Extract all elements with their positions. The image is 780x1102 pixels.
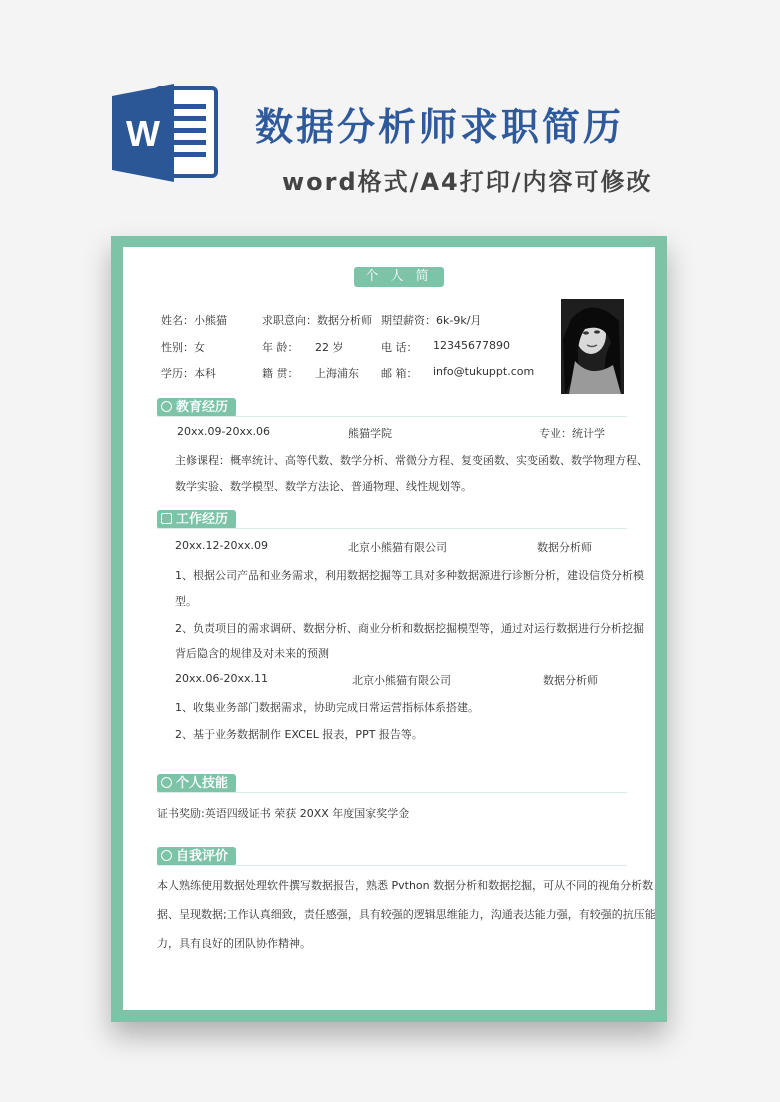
info-email-label: 邮 箱： [381,367,418,380]
info-age-value: 22 岁 [315,341,344,354]
gear-icon [161,777,172,788]
section-self-eval-header [157,847,236,866]
info-origin-value: 上海浦东 [315,367,359,380]
word-document-icon [112,78,222,188]
edu-courses-line2: 数学实验、数学模型、数学方法论、普通物理、线性规划等。 [175,480,472,493]
portrait-image [561,299,624,394]
self-eval-line1: 本人熟练使用数据处理软件撰写数据报告，熟悉 Pvthon 数据分析和数据挖掘，可从不同的视角分析数 [157,879,654,892]
section-education-title: 教育经历 [176,400,229,415]
info-origin-label: 籍 贯： [262,367,299,380]
edu-period: 20xx.09-20xx.06 [177,425,270,438]
job2-item2: 2、基于业务数据制作 EXCEL 报表，PPT 报告等。 [175,728,423,741]
section-work-title: 工作经历 [176,512,229,527]
section-education-header [157,398,236,417]
job1-item1-line2: 型。 [175,595,197,608]
self-eval-line2: 据、呈现数据;工作认真细致，责任感强，具有较强的逻辑思维能力，沟通表达能力强，有较强的抗压能 [157,908,656,921]
job1-company: 北京小熊猫有限公司 [348,541,447,554]
banner-title: 数据分析师求职简历 [255,105,625,149]
edu-school: 熊猫学院 [348,427,392,440]
info-name: 姓名：小熊猫 [161,314,227,327]
section-divider [157,865,627,866]
job1-item2-line1: 2、负责项目的需求调研、数据分析、商业分析和数据挖掘模型等，通过对运行数据进行分析挖掘 [175,622,644,635]
info-salary: 期望薪资：6k-9k/月 [381,314,482,327]
profile-photo [561,299,624,394]
job1-item2-line2: 背后隐含的规律及对未来的预测 [175,647,329,660]
edu-major: 专业：统计学 [539,427,605,440]
info-phone-value: 12345677890 [433,339,510,352]
info-phone-label: 电 话： [381,341,418,354]
section-divider [157,528,627,529]
job1-role: 数据分析师 [537,541,592,554]
skills-text: 证书奖励:英语四级证书 荣获 20XX 年度国家奖学金 [157,807,410,820]
job2-item1: 1、收集业务部门数据需求，协助完成日常运营指标体系搭建。 [175,701,479,714]
user-icon [161,850,172,861]
banner-subtitle: word格式/A4打印/内容可修改 [282,168,653,196]
job2-role: 数据分析师 [543,674,598,687]
section-work-header [157,510,236,529]
banner [0,0,780,230]
info-education: 学历：本科 [161,367,216,380]
job2-company: 北京小熊猫有限公司 [352,674,451,687]
info-age-label: 年 龄： [262,341,299,354]
resume-page [123,247,655,1010]
self-eval-line3: 力，具有良好的团队协作精神。 [157,937,311,950]
resume-heading: 个 人 简 历 [354,267,444,287]
info-job-intent: 求职意向：数据分析师 [262,314,372,327]
info-email-value: info@tukuppt.com [433,365,535,378]
section-skills-title: 个人技能 [176,776,229,791]
graduation-cap-icon [161,401,172,412]
resume-frame [111,236,667,1022]
briefcase-icon [161,513,172,524]
job1-item1-line1: 1、根据公司产品和业务需求，利用数据挖掘等工具对多种数据源进行诊断分析，建设信贷分析模 [175,569,644,582]
section-divider [157,792,627,793]
section-self-eval-title: 自我评价 [176,849,229,864]
info-gender: 性别：女 [161,341,205,354]
job2-period: 20xx.06-20xx.11 [175,672,268,685]
svg-text:W: W [126,113,160,154]
section-divider [157,416,627,417]
job1-period: 20xx.12-20xx.09 [175,539,268,552]
section-skills-header [157,774,236,793]
edu-courses-line1: 主修课程：概率统计、高等代数、数学分析、常微分方程、复变函数、实变函数、数学物理方程、 [175,454,648,467]
